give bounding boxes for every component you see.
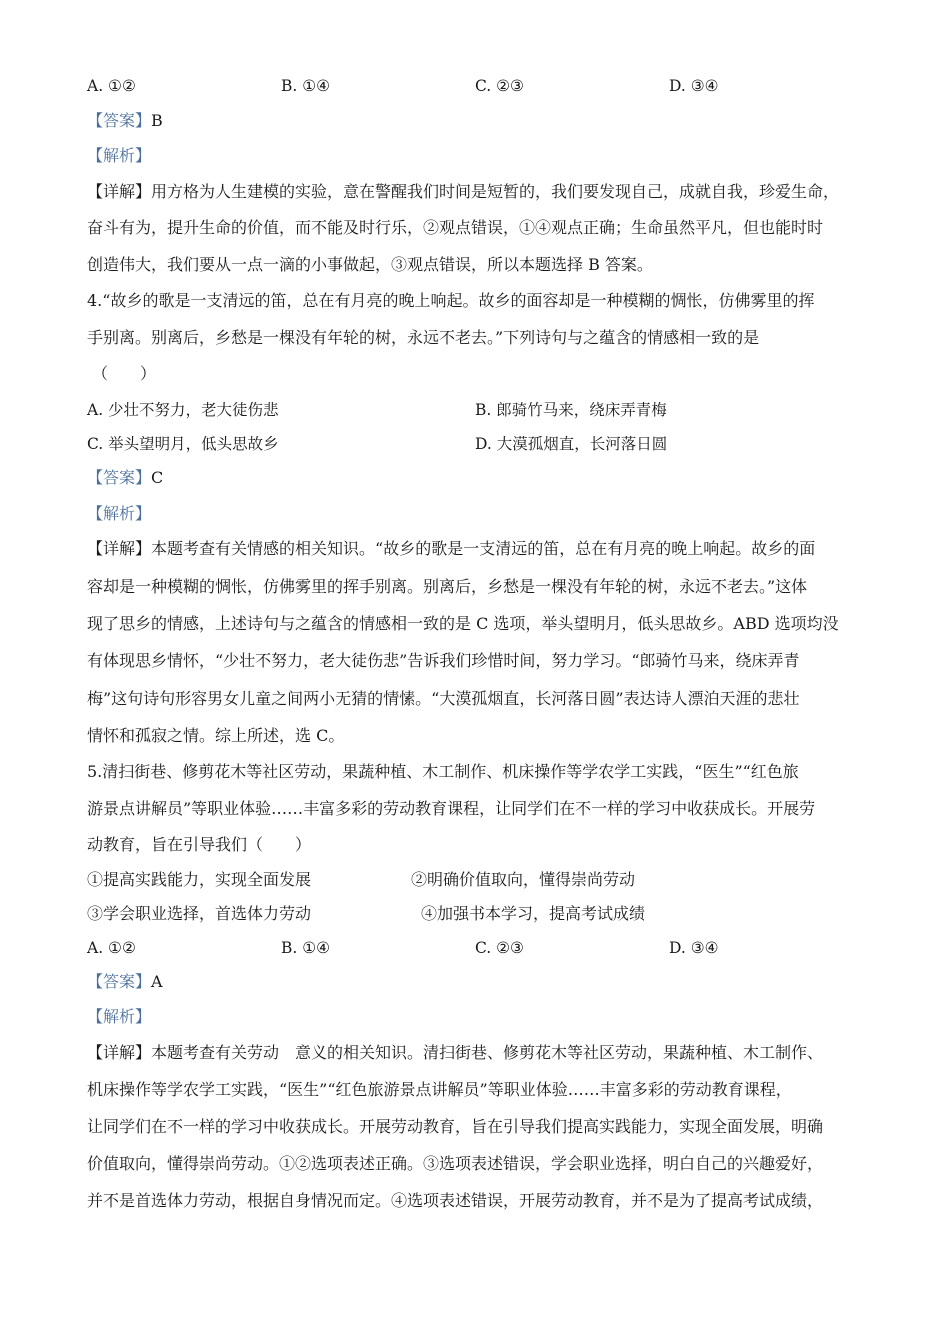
q3-option-d: D. ③④ bbox=[669, 77, 719, 95]
q5-option-b: B. ①④ bbox=[281, 939, 331, 957]
q5-detail-line: 并不是首选体力劳动，根据自身情况而定。④选项表述错误，开展劳动教育，并不是为了提高考试成绩， bbox=[87, 1191, 824, 1210]
answer-tag: 【答案】 bbox=[87, 972, 152, 991]
answer-tag: 【答案】 bbox=[87, 111, 152, 130]
q3-option-a: A. ①② bbox=[87, 77, 136, 95]
q3-option-c: C. ②③ bbox=[475, 77, 524, 95]
q3-detail-line: 奋斗有为，提升生命的价值，而不能及时行乐，②观点错误，①④观点正确；生命虽然平凡，但也能时时 bbox=[87, 218, 824, 237]
q5-detail-line: 机床操作等学农学工实践，“医生”“红色旅游景点讲解员”等职业体验……丰富多彩的劳动教育课程， bbox=[87, 1080, 792, 1099]
q4-detail-line: 有体现思乡情怀，“少壮不努力，老大徒伤悲”告诉我们珍惜时间，努力学习。“郎骑竹马来，绕床弄青 bbox=[87, 651, 800, 670]
q5-option-a: A. ①② bbox=[87, 939, 136, 957]
analysis-tag: 【解析】 bbox=[87, 504, 152, 523]
q5-statement-3: ③学会职业选择，首选体力劳动 bbox=[87, 904, 312, 923]
q5-stem-line: 动教育，旨在引导我们（ ） bbox=[87, 835, 312, 854]
detail-tag: 【详解】 bbox=[87, 1043, 152, 1062]
q5-option-c: C. ②③ bbox=[475, 939, 524, 957]
detail-tag: 【详解】 bbox=[87, 182, 152, 201]
q4-answer bbox=[87, 468, 163, 488]
q3-analysis-heading bbox=[87, 146, 151, 166]
q5-statement-2: ②明确价值取向，懂得崇尚劳动 bbox=[411, 870, 636, 889]
q4-stem-line: 4.“故乡的歌是一支清远的笛，总在有月亮的晚上响起。故乡的面容却是一种模糊的惆怅，仿佛雾里的挥 bbox=[87, 291, 815, 310]
q4-detail-line bbox=[87, 539, 815, 559]
answer-value: C bbox=[151, 468, 164, 487]
detail-tag: 【详解】 bbox=[87, 539, 152, 558]
q4-option-b: B. 郎骑竹马来，绕床弄青梅 bbox=[475, 401, 667, 419]
analysis-tag: 【解析】 bbox=[87, 146, 152, 165]
q3-detail-line bbox=[87, 182, 839, 202]
q4-option-d: D. 大漠孤烟直，长河落日圆 bbox=[475, 435, 668, 453]
answer-tag: 【答案】 bbox=[87, 468, 152, 487]
q5-statement-1: ①提高实践能力，实现全面发展 bbox=[87, 870, 312, 889]
q4-detail-line: 现了思乡的情感，上述诗句与之蕴含的情感相一致的是 C 选项，举头望明月，低头思故乡。ABD 选项均没 bbox=[87, 614, 839, 633]
detail-text: 本题考查有关情感的相关知识。“故乡的歌是一支清远的笛，总在有月亮的晚上响起。故乡的面 bbox=[151, 539, 816, 558]
q4-stem-line: 手别离。别离后，乡愁是一棵没有年轮的树，永远不老去。”下列诗句与之蕴含的情感相一致的是 bbox=[87, 328, 760, 347]
q5-option-d: D. ③④ bbox=[669, 939, 719, 957]
q5-stem-line: 5.清扫街巷、修剪花木等社区劳动，果蔬种植、木工制作、机床操作等学农学工实践，“医生”“红色旅 bbox=[87, 762, 799, 781]
q5-detail-line: 价值取向，懂得崇尚劳动。①②选项表述正确。③选项表述错误，学会职业选择，明白自己的兴趣爱好， bbox=[87, 1154, 824, 1173]
q4-analysis-heading bbox=[87, 504, 151, 524]
q5-detail-line: 让同学们在不一样的学习中收获成长。开展劳动教育，旨在引导我们提高实践能力，实现全面发展，明确 bbox=[87, 1117, 824, 1136]
q5-detail-line bbox=[87, 1043, 823, 1063]
q4-detail-line: 梅”这句诗句形容男女儿童之间两小无猜的情愫。“大漠孤烟直，长河落日圆”表达诗人漂泊天涯的悲壮 bbox=[87, 689, 800, 708]
q5-stem-line: 游景点讲解员”等职业体验……丰富多彩的劳动教育课程，让同学们在不一样的学习中收获成长。开展劳 bbox=[87, 799, 816, 818]
q5-analysis-heading bbox=[87, 1007, 151, 1027]
q4-detail-line: 容却是一种模糊的惆怅，仿佛雾里的挥手别离。别离后，乡愁是一棵没有年轮的树，永远不老去。”这体 bbox=[87, 577, 808, 596]
detail-text: 用方格为人生建模的实验，意在警醒我们时间是短暂的，我们要发现自己，成就自我，珍爱生命， bbox=[151, 182, 840, 201]
q3-answer bbox=[87, 111, 163, 131]
q4-detail-line: 情怀和孤寂之情。综上所述，选 C。 bbox=[87, 726, 345, 745]
detail-text: 本题考查有关劳动 意义的相关知识。清扫街巷、修剪花木等社区劳动，果蔬种植、木工制作、 bbox=[151, 1043, 824, 1062]
answer-value: B bbox=[151, 111, 163, 130]
q5-answer bbox=[87, 972, 163, 992]
answer-value: A bbox=[151, 972, 163, 991]
q4-option-a: A. 少壮不努力，老大徒伤悲 bbox=[87, 401, 279, 419]
q4-blank: （ ） bbox=[92, 364, 157, 383]
q5-statement-4: ④加强书本学习，提高考试成绩 bbox=[421, 904, 646, 923]
q3-option-b: B. ①④ bbox=[281, 77, 331, 95]
q4-option-c: C. 举头望明月，低头思故乡 bbox=[87, 435, 279, 453]
q3-detail-line: 创造伟大，我们要从一点一滴的小事做起，③观点错误，所以本题选择 B 答案。 bbox=[87, 255, 653, 274]
analysis-tag: 【解析】 bbox=[87, 1007, 152, 1026]
